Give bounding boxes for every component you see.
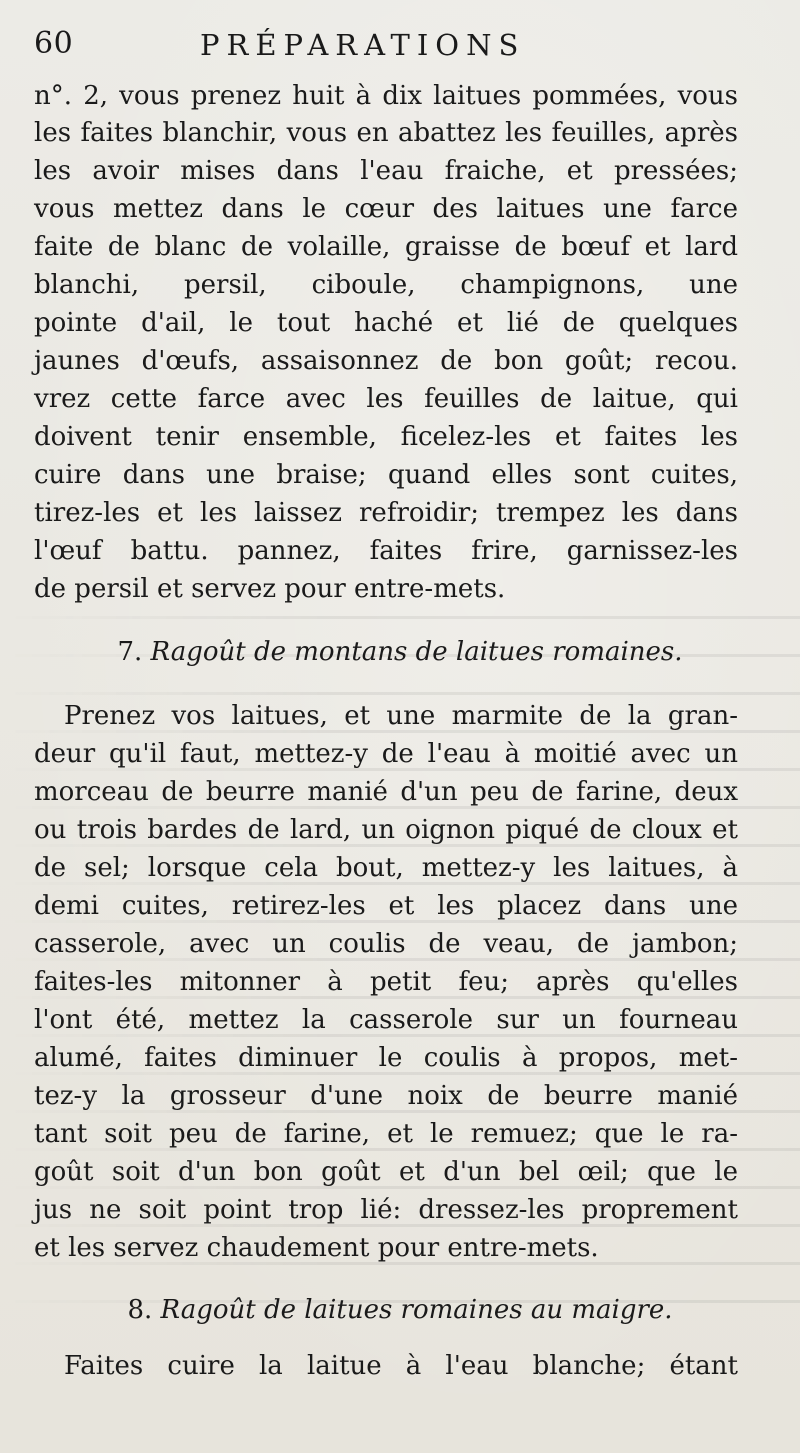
text-line: tirez-les et les laissez refroidir; trempez les dans — [34, 498, 738, 528]
section-heading-7 — [0, 636, 800, 668]
text-line: alumé, faites diminuer le coulis à propos, met- — [34, 1043, 738, 1073]
text-line: faites-les mitonner à petit feu; après qu'elles — [34, 967, 738, 997]
text-line: goût soit d'un bon goût et d'un bel œil; que le — [34, 1157, 738, 1187]
text-line: vrez cette farce avec les feuilles de laitue, qui — [34, 384, 738, 414]
page-number: 60 — [34, 26, 74, 61]
text-line: jus ne soit point trop lié: dressez-les proprement — [34, 1195, 738, 1225]
text-line: jaunes d'œufs, assaisonnez de bon goût; recou. — [34, 346, 738, 376]
text-line: deur qu'il faut, mettez-y de l'eau à moitié avec un — [34, 739, 738, 769]
section-number: 7. — [117, 637, 143, 667]
text-line: l'œuf battu. pannez, faites frire, garnissez-les — [34, 536, 738, 566]
text-line: doivent tenir ensemble, ficelez-les et faites les — [34, 422, 738, 452]
text-line: les avoir mises dans l'eau fraiche, et pressées; — [34, 156, 738, 186]
text-line: tant soit peu de farine, et le remuez; que le ra- — [34, 1119, 738, 1149]
text-line: Faites cuire la laitue à l'eau blanche; étant — [64, 1351, 738, 1381]
running-head: PRÉPARATIONS — [200, 28, 526, 62]
text-line: de sel; lorsque cela bout, mettez-y les laitues, à — [34, 853, 738, 883]
page-header — [34, 22, 772, 62]
text-line: faite de blanc de volaille, graisse de bœuf et lard — [34, 232, 738, 262]
section-heading-8 — [0, 1294, 800, 1326]
text-line: morceau de beurre manié d'un peu de farine, deux — [34, 777, 738, 807]
section-number: 8. — [127, 1295, 153, 1325]
text-line: l'ont été, mettez la casserole sur un fourneau — [34, 1005, 738, 1035]
text-line: ou trois bardes de lard, un oignon piqué de cloux et — [34, 815, 738, 845]
text-line: les faites blanchir, vous en abattez les feuilles, après — [34, 118, 738, 148]
text-line: blanchi, persil, ciboule, champignons, une — [34, 270, 738, 300]
text-line: de persil et servez pour entre-mets. — [34, 574, 506, 604]
text-line: Prenez vos laitues, et une marmite de la gran- — [64, 701, 738, 731]
text-line: vous mettez dans le cœur des laitues une farce — [34, 194, 738, 224]
section-title: Ragoût de laitues romaines au maigre. — [160, 1295, 673, 1325]
text-line: n°. 2, vous prenez huit à dix laitues pommées, vous — [34, 81, 738, 111]
text-line: tez-y la grosseur d'une noix de beurre manié — [34, 1081, 738, 1111]
text-line: cuire dans une braise; quand elles sont cuites, — [34, 460, 738, 490]
text-line: demi cuites, retirez-les et les placez dans une — [34, 891, 738, 921]
text-line: casserole, avec un coulis de veau, de jambon; — [34, 929, 738, 959]
text-line: pointe d'ail, le tout haché et lié de quelques — [34, 308, 738, 338]
section-title: Ragoût de montans de laitues romaines. — [150, 637, 683, 667]
text-line: et les servez chaudement pour entre-mets. — [34, 1233, 599, 1263]
